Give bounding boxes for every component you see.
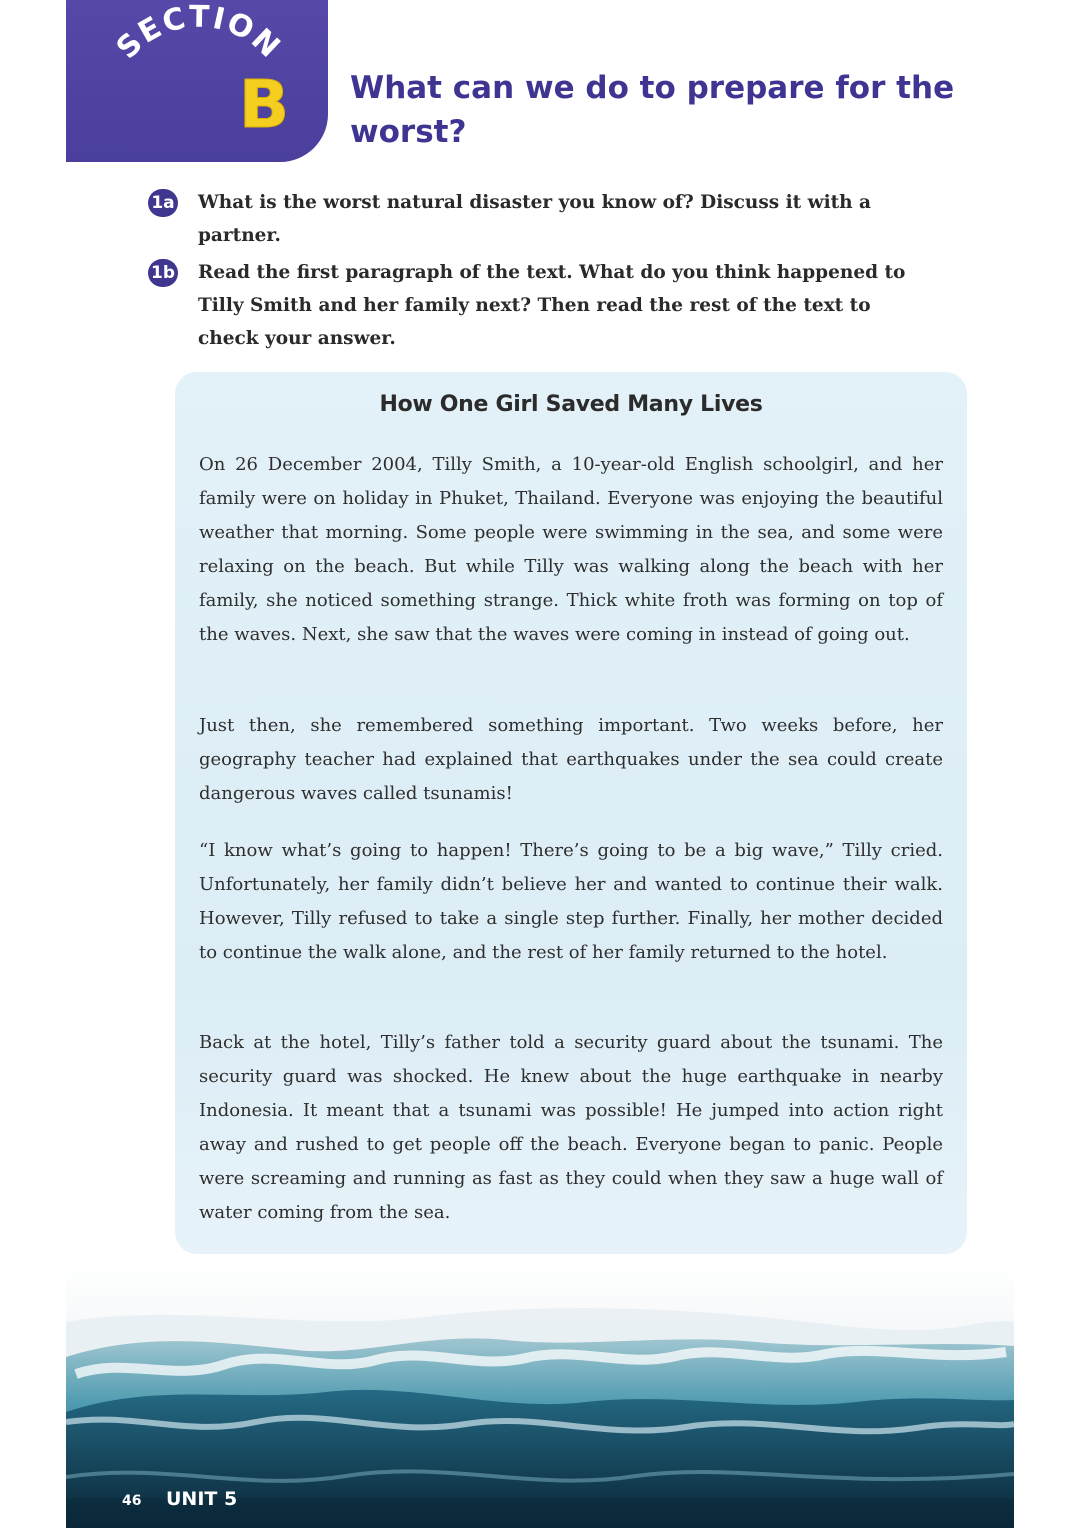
svg-text:SECTION <box>110 0 288 66</box>
paragraph-2: Just then, she remembered something important. Two weeks before, her geography teacher had explained that earthquakes under the sea could create dangerous waves called tsunamis! <box>199 715 943 804</box>
task-1b <box>148 256 938 356</box>
page-title: What can we do to prepare for the worst? <box>350 70 955 150</box>
paragraph-1: On 26 December 2004, Tilly Smith, a 10-year-old English schoolgirl, and her family were on holiday in Phuket, Thailand. Everyone was enjoying the beautiful weather that morning. Some people were swimming in the sea, and some were relaxing on the beach. But while Tilly was walking along the beach with her family, she noticed something strange. Thick white froth was forming on top of the waves. Next, she saw that the waves were coming in instead of going out. <box>199 454 943 645</box>
section-word-text: SECTION <box>109 0 288 67</box>
reading-title: How One Girl Saved Many Lives <box>379 392 763 417</box>
section-letter: B <box>238 66 290 143</box>
unit-label: UNIT 5 <box>166 1488 238 1510</box>
section-badge <box>66 0 328 162</box>
task-number-badge: 1b <box>148 259 178 287</box>
task-number-badge: 1a <box>148 189 178 217</box>
paragraph-4: Back at the hotel, Tilly’s father told a security guard about the tsunami. The security guard was shocked. He knew about the huge earthquake in nearby Indonesia. It meant that a tsunami was possible! He jumped into action right away and rushed to get people off the beach. Everyone began to panic. People were screaming and running as fast as they could when they saw a huge wall of water coming from the sea. <box>199 1032 943 1223</box>
paragraph-3: “I know what’s going to happen! There’s going to be a big wave,” Tilly cried. Unfortunately, her family didn’t believe her and wanted to continue their walk. However, Tilly refused to take a single step further. Finally, her mother decided to continue the walk alone, and the rest of her family returned to the hotel. <box>199 840 943 963</box>
task-text: Read the first paragraph of the text. What do you think happened to Tilly Smith and her family next? Then read the rest of the text to check your answer. <box>198 262 906 349</box>
page-number: 46 <box>122 1493 142 1509</box>
reading-passage <box>175 372 967 1254</box>
task-1a <box>148 186 938 246</box>
task-text: What is the worst natural disaster you know of? Discuss it with a partner. <box>198 192 872 246</box>
